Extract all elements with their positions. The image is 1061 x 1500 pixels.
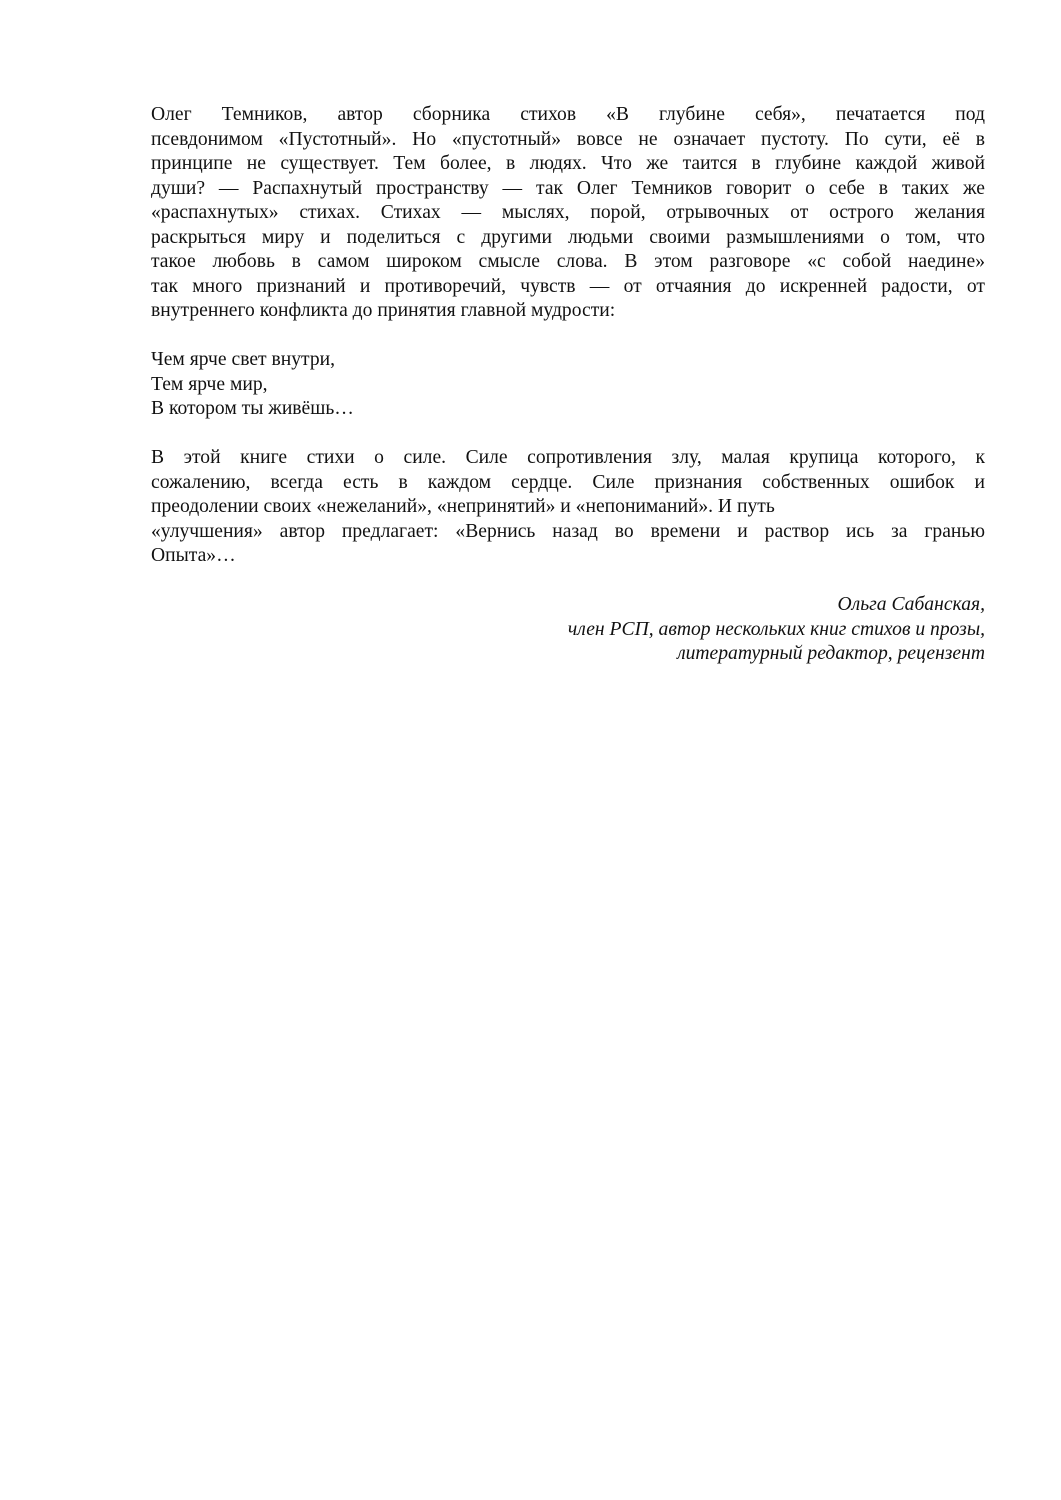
signature-role-2: литературный редактор, рецензент <box>677 643 985 664</box>
intro-paragraph <box>151 103 985 324</box>
poem-line: Чем ярче свет внутри, <box>151 349 336 370</box>
text-line: псевдонимом «Пустотный». Но «пустотный» вовсе не означает пустоту. По сути, её в <box>151 128 985 150</box>
text-line: Опыта»… <box>151 545 236 566</box>
text-line: «улучшения» автор предлагает: «Вернись назад во времени и раствор ись за гранью <box>151 520 985 542</box>
strength-paragraph <box>151 446 985 569</box>
paragraph-gap <box>151 422 985 447</box>
text-line: внутреннего конфликта до принятия главной мудрости: <box>151 300 616 321</box>
author-signature <box>151 593 985 667</box>
poem-line: В котором ты живёшь… <box>151 398 354 419</box>
text-line: «распахнутых» стихах. Стихах — мыслях, порой, отрывочных от острого желания <box>151 202 985 223</box>
text-line: сожалению, всегда есть в каждом сердце. Силе признания собственных ошибок и <box>151 471 985 493</box>
text-line: раскрыться миру и поделиться с другими людьми своими размышлениями о том, что <box>151 226 985 248</box>
text-line: принципе не существует. Тем более, в людях. Что же таится в глубине каждой живой <box>151 153 985 174</box>
text-line: такое любовь в самом широком смысле слова. В этом разговоре «с собой наедине» <box>151 251 985 272</box>
signature-role: член РСП, автор нескольких книг стихов и прозы, <box>567 618 985 640</box>
text-line: Олег Темников, автор сборника стихов «В глубине себя», печатается под <box>151 104 985 125</box>
document-page <box>151 103 985 667</box>
text-line: В этой книге стихи о силе. Силе сопротивления злу, малая крупица которого, к <box>151 447 985 468</box>
poem-quote <box>151 348 985 422</box>
poem-line: Тем ярче мир, <box>151 373 268 395</box>
text-line: души? — Распахнутый пространству — так Олег Темников говорит о себе в таких же <box>151 177 985 199</box>
paragraph-gap <box>151 324 985 349</box>
signature-name: Ольга Сабанская, <box>837 594 985 615</box>
text-line: преодолении своих «нежеланий», «непринятий» и «непониманий». И путь <box>151 496 775 517</box>
text-line: так много признаний и противоречий, чувств — от отчаяния до искренней радости, от <box>151 275 985 297</box>
paragraph-gap <box>151 569 985 594</box>
